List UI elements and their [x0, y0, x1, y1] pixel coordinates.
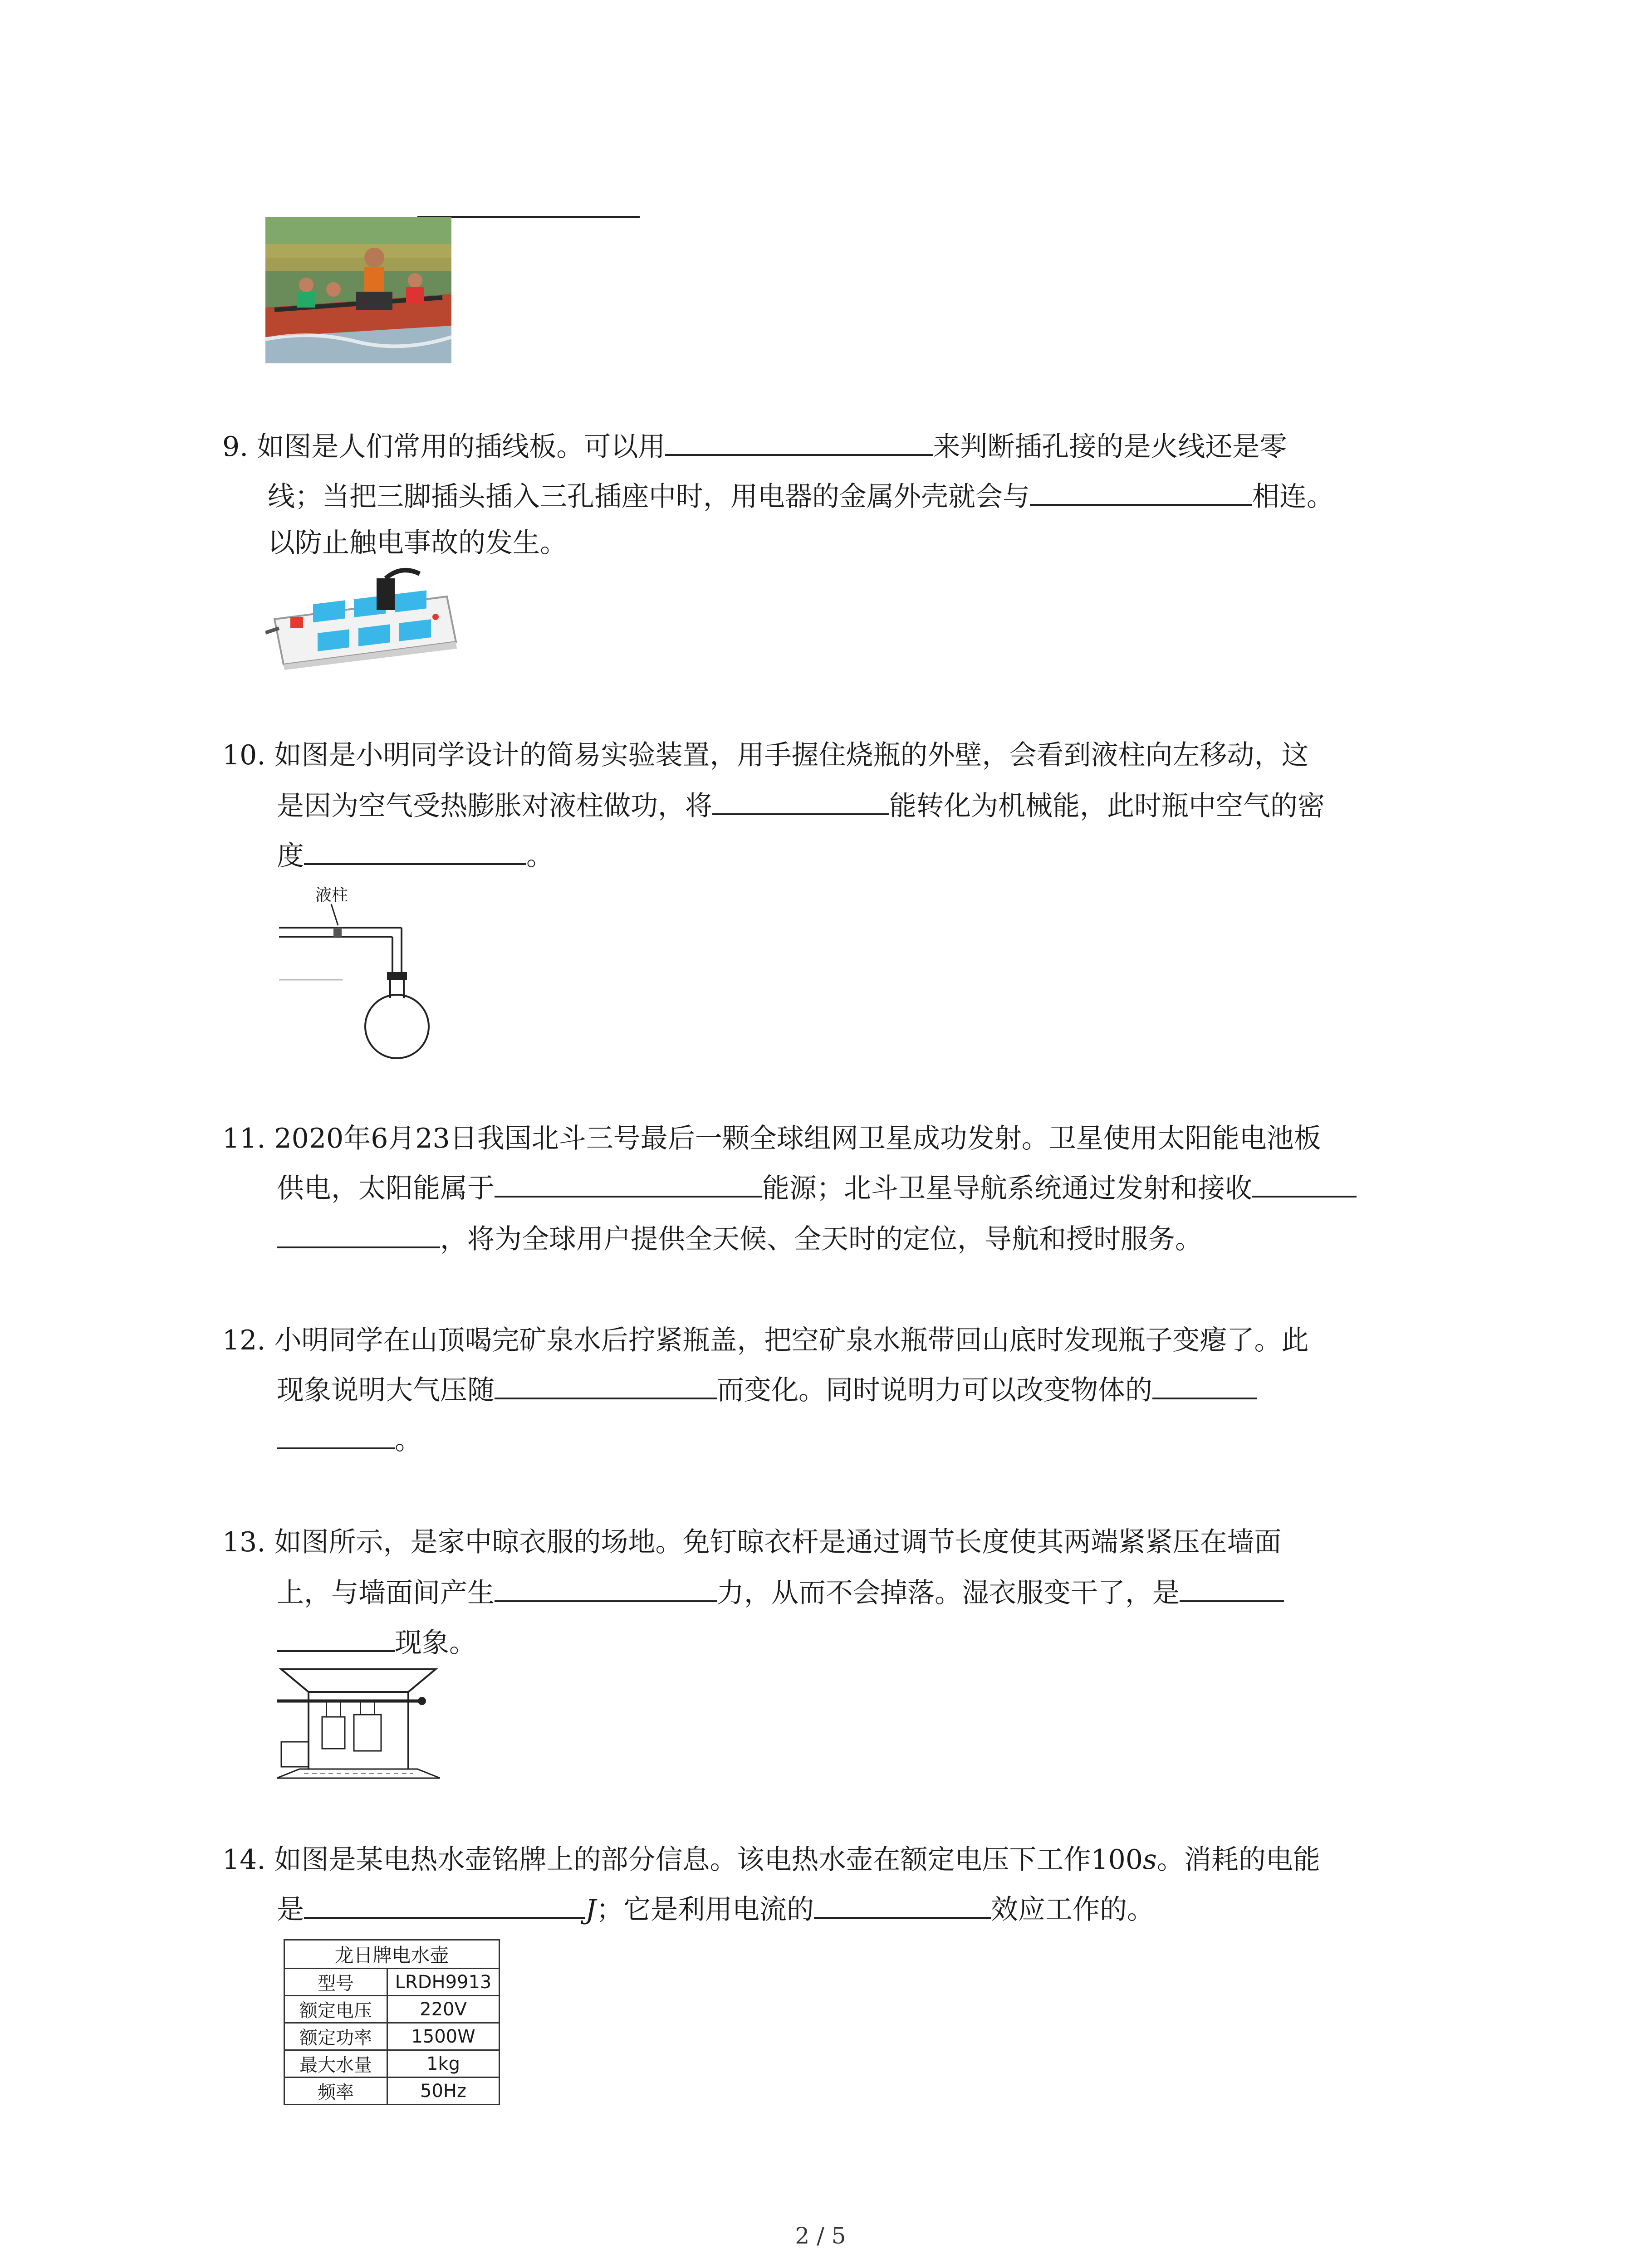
question-text: 以防止触电事故的发生。	[268, 527, 567, 559]
answer-blank[interactable]	[495, 1369, 717, 1399]
dragon-boat-photo	[265, 217, 451, 363]
question-text: 2020年6月23日我国北斗三号最后一颗全球组网卫星成功发射。卫星使用太阳能电池板	[274, 1123, 1321, 1154]
question-number: 12.	[222, 1325, 266, 1356]
question-number: 9.	[222, 431, 249, 463]
answer-blank[interactable]	[1030, 475, 1252, 506]
answer-blank-continued[interactable]	[277, 1418, 395, 1449]
question-text: 力，从而不会掉落。湿衣服变干了，是	[717, 1577, 1180, 1609]
question-number: 14.	[222, 1844, 266, 1876]
nameplate-row: 额定功率 1500W	[284, 2023, 500, 2050]
clothes-rack-icon	[277, 1665, 440, 1783]
answer-blank[interactable]	[304, 834, 526, 865]
answer-blank[interactable]	[1252, 1167, 1357, 1198]
question-text: 线；当把三脚插头插入三孔插座中时，用电器的金属外壳就会与	[268, 481, 1030, 513]
question-number: 11.	[222, 1123, 266, 1154]
answer-blank-continued[interactable]	[277, 1217, 440, 1248]
time-value: 100	[1091, 1844, 1143, 1876]
question-text: 是	[277, 1894, 304, 1926]
nameplate-row: 频率 50Hz	[284, 2077, 500, 2105]
answer-blank[interactable]	[1180, 1571, 1284, 1602]
answer-blank[interactable]	[1152, 1369, 1257, 1399]
answer-blank[interactable]	[495, 1167, 762, 1198]
question-number: 10.	[222, 739, 266, 771]
question-text: 而变化。同时说明力可以改变物体的	[717, 1374, 1152, 1406]
answer-blank-continued[interactable]	[277, 1621, 395, 1652]
answer-blank[interactable]	[814, 1888, 991, 1919]
answer-blank[interactable]	[712, 784, 889, 815]
answer-blank[interactable]	[304, 1888, 585, 1919]
power-strip-icon	[265, 565, 460, 671]
answer-blank[interactable]	[417, 186, 640, 218]
question-text: 效应工作的。	[991, 1894, 1155, 1926]
question-text: 。	[526, 840, 554, 872]
nameplate-row: 额定电压 220V	[284, 1996, 500, 2023]
question-text: 如图是人们常用的插线板。可以用	[257, 431, 666, 463]
nameplate-row: 最大水量 1kg	[284, 2050, 500, 2077]
page-number: 2 / 5	[795, 2223, 846, 2249]
question-text: 现象。	[395, 1627, 476, 1659]
question-text: 是因为空气受热膨胀对液柱做功，将	[277, 790, 712, 822]
answer-blank[interactable]	[495, 1571, 717, 1602]
question-text: ，将为全球用户提供全天候、全天时的定位，导航和授时服务。	[440, 1223, 1202, 1255]
question-text: 。消耗的电能	[1156, 1844, 1320, 1876]
time-unit: s	[1143, 1844, 1157, 1876]
question-text: 能源；北斗卫星导航系统通过发射和接收	[762, 1173, 1252, 1204]
nameplate-title: 龙日牌电水壶	[284, 1940, 500, 1969]
question-text: 相连。	[1252, 481, 1334, 513]
nameplate-row: 型号 LRDH9913	[284, 1969, 500, 1996]
flask-apparatus-icon	[279, 882, 442, 1064]
question-text: 能转化为机械能，此时瓶中空气的密	[889, 790, 1325, 822]
question-text: 如图所示，是家中晾衣服的场地。免钉晾衣杆是通过调节长度使其两端紧紧压在墙面	[274, 1526, 1282, 1558]
question-text: 小明同学在山顶喝完矿泉水后拧紧瓶盖，把空矿泉水瓶带回山底时发现瓶子变瘪了。此	[274, 1325, 1309, 1356]
kettle-nameplate	[284, 1939, 500, 2105]
question-text: 如图是小明同学设计的简易实验装置，用手握住烧瓶的外壁，会看到液柱向左移动，这	[274, 739, 1309, 771]
question-text: 如图是某电热水壶铭牌上的部分信息。该电热水壶在额定电压下工作	[274, 1844, 1091, 1876]
question-text: 来判断插孔接的是火线还是零	[933, 431, 1287, 463]
question-text: 上，与墙面间产生	[277, 1577, 495, 1609]
question-text: 现象说明大气压随	[277, 1374, 495, 1406]
energy-unit: J	[585, 1894, 597, 1926]
answer-blank[interactable]	[665, 425, 933, 456]
question-text: 。	[395, 1424, 422, 1456]
question-text: ；它是利用电流的	[596, 1894, 814, 1926]
figure-label: 液柱	[315, 886, 348, 904]
question-text: 度	[277, 840, 304, 872]
question-number: 13.	[222, 1526, 266, 1558]
question-text: 供电，太阳能属于	[277, 1173, 495, 1204]
